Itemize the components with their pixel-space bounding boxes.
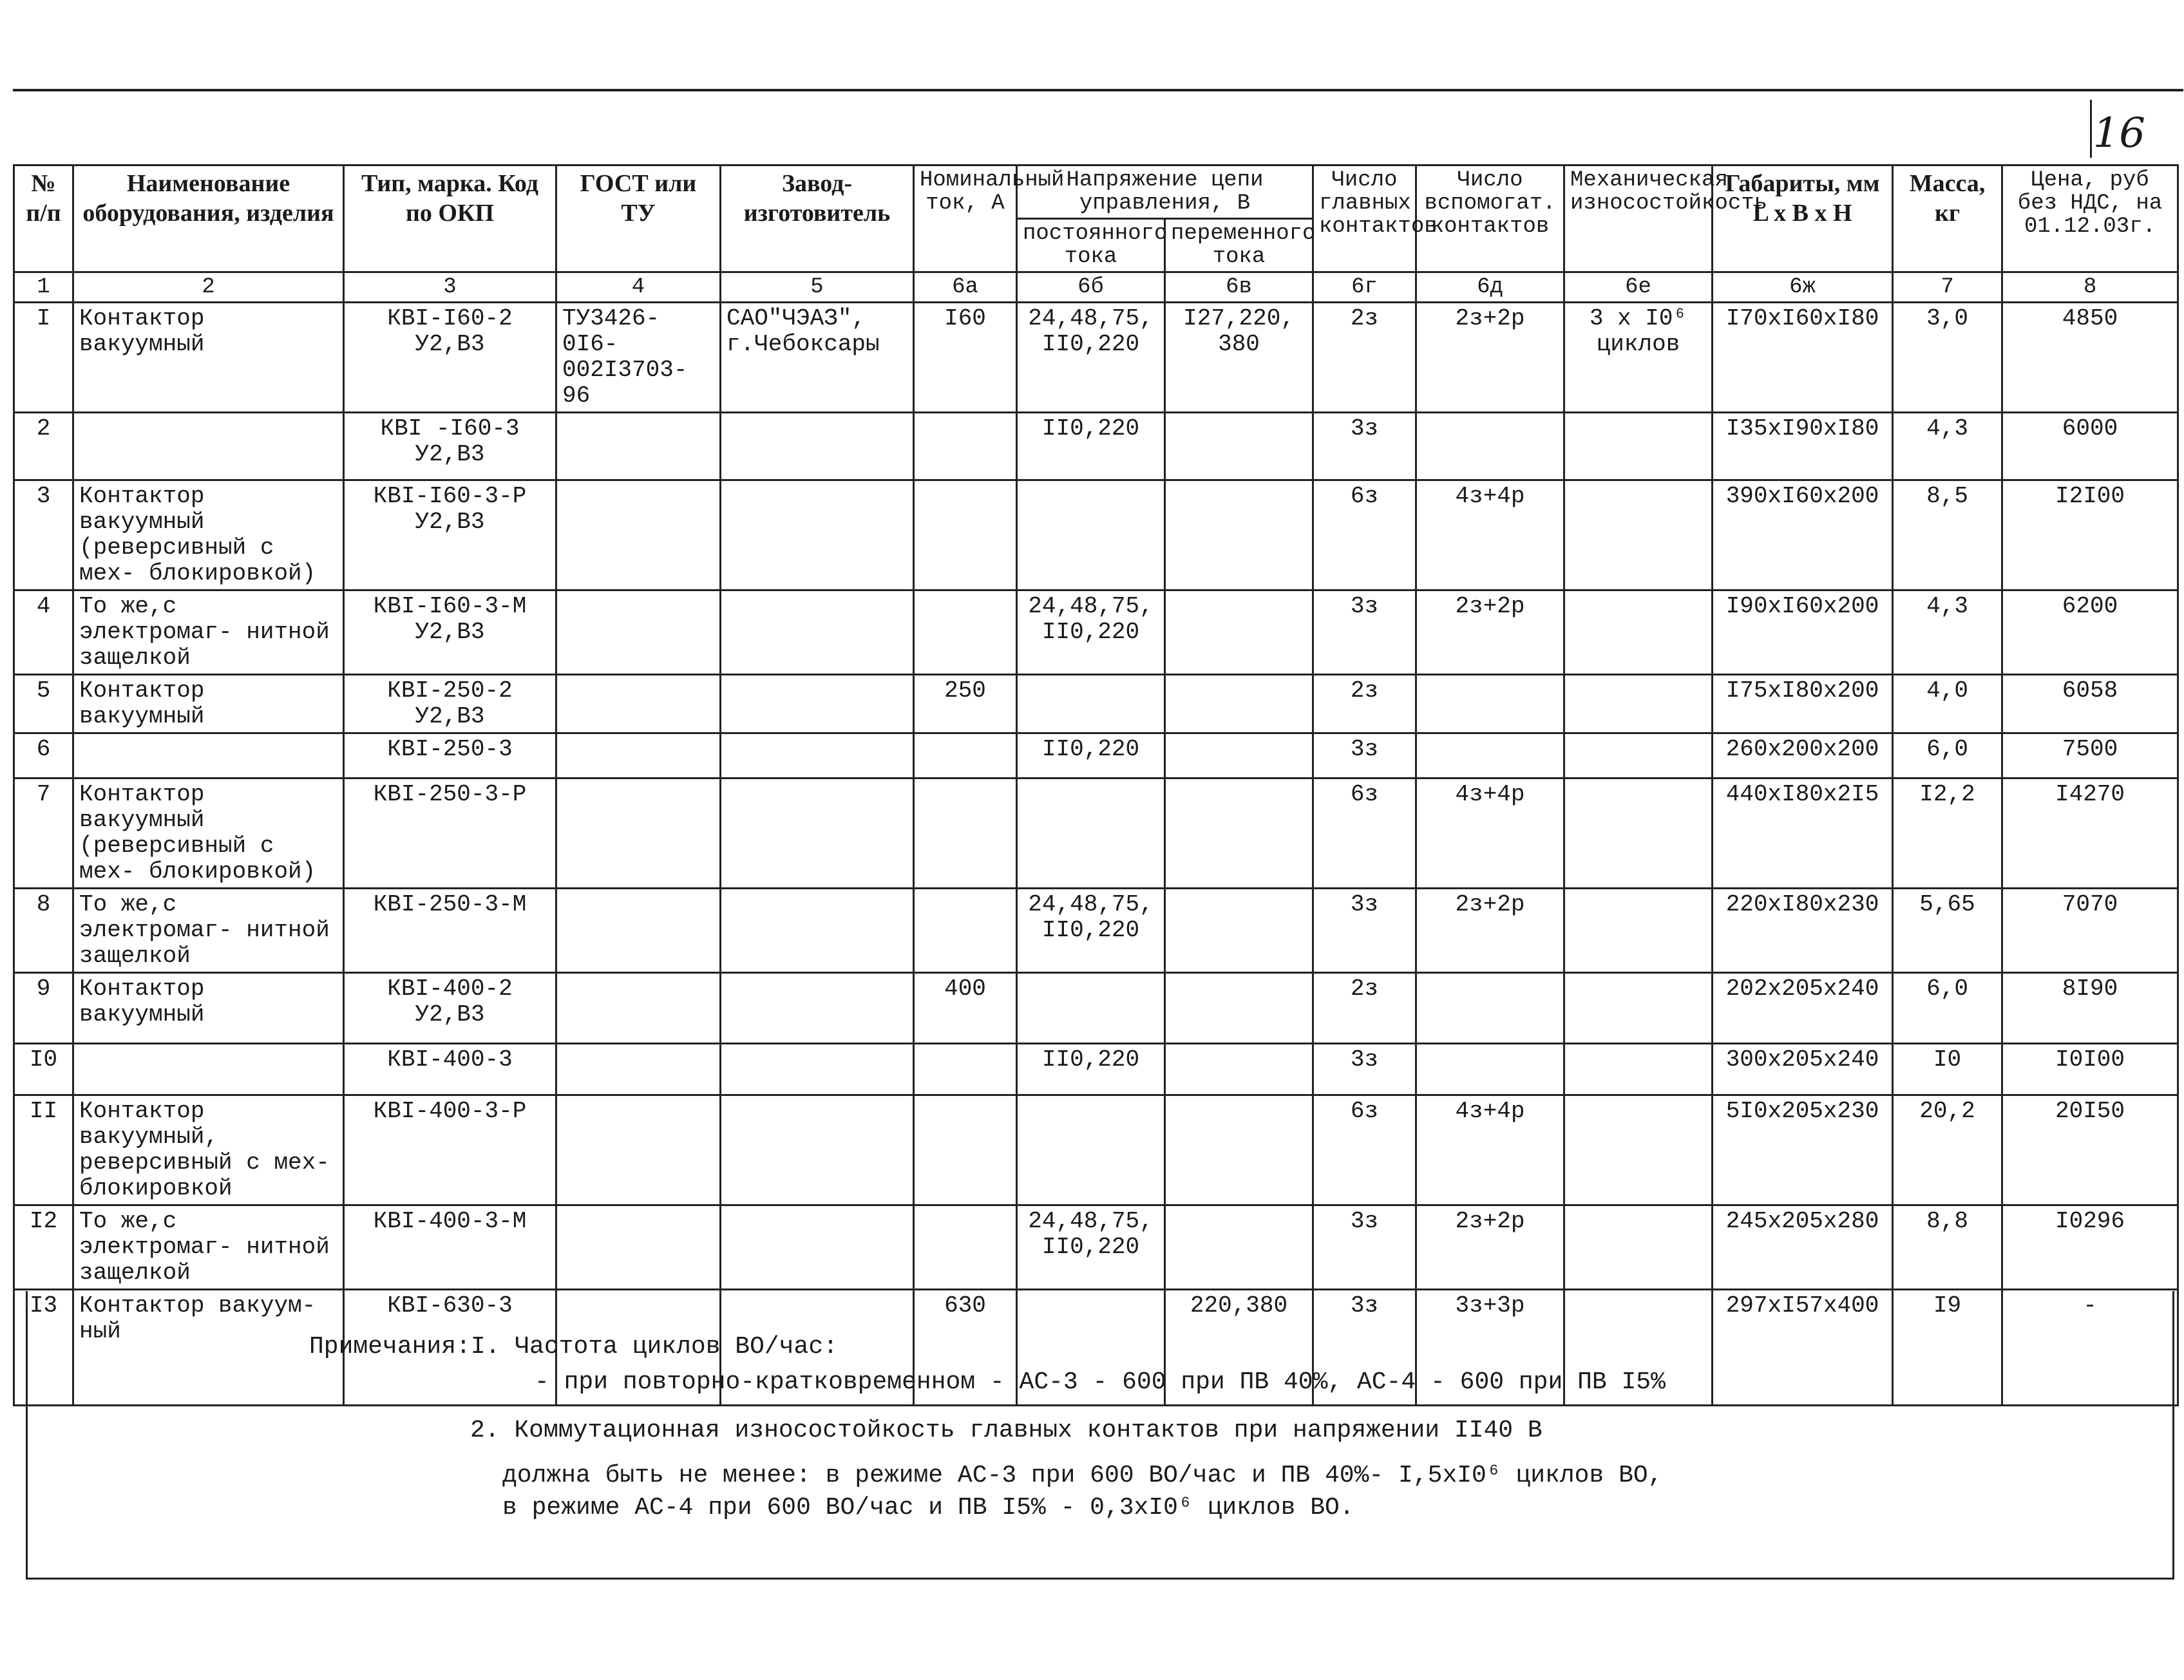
note-line: - при повторно-кратковременном - АС-3 - 600 при ПВ 40%, АС-4 - 600 при ПВ I5%	[535, 1368, 1666, 1396]
cell-main: 3з	[1313, 1290, 1416, 1406]
cell-mass: 4,0	[1893, 675, 2002, 733]
cell-mass: 20,2	[1893, 1095, 2002, 1205]
cell-gost: ТУ3426-0I6-002I3703-96	[556, 303, 721, 413]
table-row	[14, 675, 2178, 733]
col-number: 1	[14, 272, 73, 303]
table-row	[14, 733, 2178, 779]
cell-price: 6058	[2002, 675, 2178, 733]
note-line: Примечания:I. Частота циклов ВО/час:	[309, 1333, 838, 1361]
header-voltage: Напряжение цепи управления, В	[1017, 165, 1313, 219]
table-row	[14, 303, 2178, 413]
cell-current	[914, 779, 1017, 889]
cell-main: 6з	[1313, 779, 1416, 889]
cell-dims: I35xI90xI80	[1713, 413, 1893, 480]
cell-gost	[556, 889, 721, 973]
cell-mass: I2,2	[1893, 779, 2002, 889]
cell-mass: 6,0	[1893, 733, 2002, 779]
cell-current	[914, 1095, 1017, 1205]
table-row	[14, 413, 2178, 480]
cell-aux: 4з+4р	[1416, 1095, 1564, 1205]
cell-mech	[1564, 889, 1713, 973]
cell-ac	[1165, 1205, 1313, 1290]
cell-maker	[721, 1205, 914, 1290]
table-row	[14, 973, 2178, 1044]
cell-dc	[1017, 675, 1165, 733]
table-row	[14, 1205, 2178, 1290]
page-number-divider	[2090, 100, 2092, 158]
cell-current: 400	[914, 973, 1017, 1044]
cell-n: 6	[14, 733, 73, 779]
cell-aux	[1416, 675, 1564, 733]
cell-mass: 5,65	[1893, 889, 2002, 973]
cell-price: 7500	[2002, 733, 2178, 779]
cell-main: 2з	[1313, 303, 1416, 413]
cell-current	[914, 480, 1017, 590]
cell-dims: 202x205x240	[1713, 973, 1893, 1044]
cell-name: То же,с электромаг- нитной защелкой	[73, 590, 344, 675]
cell-ac	[1165, 413, 1313, 480]
header-maker: Завод-изготовитель	[721, 165, 914, 272]
cell-price: I2I00	[2002, 480, 2178, 590]
header-aux-contacts: Число вспомогат. контактов	[1416, 165, 1564, 272]
cell-n: 3	[14, 480, 73, 590]
cell-main: 2з	[1313, 675, 1416, 733]
col-number: 6ж	[1713, 272, 1893, 303]
cell-main: 3з	[1313, 590, 1416, 675]
col-number: 8	[2002, 272, 2178, 303]
cell-price: I0296	[2002, 1205, 2178, 1290]
cell-current: 250	[914, 675, 1017, 733]
header-gost: ГОСТ или ТУ	[556, 165, 721, 272]
cell-maker	[721, 973, 914, 1044]
cell-n: I0	[14, 1044, 73, 1095]
col-number: 6г	[1313, 272, 1416, 303]
cell-ac	[1165, 779, 1313, 889]
cell-name: То же,с электромаг- нитной защелкой	[73, 1205, 344, 1290]
col-number: 6е	[1564, 272, 1713, 303]
cell-type: КВI-I60-3-М У2,В3	[344, 590, 556, 675]
cell-name: Контактор вакуумный (реверсивный с мех- блокировкой)	[73, 480, 344, 590]
cell-maker	[721, 889, 914, 973]
cell-mass: I0	[1893, 1044, 2002, 1095]
note-line: 2. Коммутационная износостойкость главных контактов при напряжении II40 В	[470, 1417, 1543, 1444]
cell-ac	[1165, 973, 1313, 1044]
header-type: Тип, марка. Код по ОКП	[344, 165, 556, 272]
cell-mass: 4,3	[1893, 413, 2002, 480]
cell-n: 7	[14, 779, 73, 889]
cell-main: 2з	[1313, 973, 1416, 1044]
cell-main: 3з	[1313, 1044, 1416, 1095]
header-voltage-dc: постоянного тока	[1017, 219, 1165, 272]
cell-main: 3з	[1313, 733, 1416, 779]
col-number: 5	[721, 272, 914, 303]
cell-type: КВI-250-2 У2,В3	[344, 675, 556, 733]
cell-mass: 8,5	[1893, 480, 2002, 590]
cell-gost	[556, 1044, 721, 1095]
cell-mech	[1564, 1044, 1713, 1095]
cell-mech	[1564, 779, 1713, 889]
cell-mass: 4,3	[1893, 590, 2002, 675]
cell-dims: 390xI60x200	[1713, 480, 1893, 590]
table-row	[14, 480, 2178, 590]
cell-aux: 4з+4р	[1416, 779, 1564, 889]
cell-dc: 24,48,75, II0,220	[1017, 889, 1165, 973]
cell-maker	[721, 480, 914, 590]
cell-mass: 3,0	[1893, 303, 2002, 413]
cell-maker	[721, 675, 914, 733]
cell-aux: 3з+3р	[1416, 1290, 1564, 1406]
cell-n: II	[14, 1095, 73, 1205]
cell-mass: 8,8	[1893, 1205, 2002, 1290]
cell-aux: 2з+2р	[1416, 889, 1564, 973]
cell-ac	[1165, 675, 1313, 733]
cell-dc: 24,48,75, II0,220	[1017, 303, 1165, 413]
cell-dims: 260x200x200	[1713, 733, 1893, 779]
table-row	[14, 590, 2178, 675]
col-number: 6б	[1017, 272, 1165, 303]
cell-type: КВI-250-3-М	[344, 889, 556, 973]
cell-name: Контактор вакуумный	[73, 675, 344, 733]
note-line: должна быть не менее: в режиме АС-3 при 600 ВО/час и ПВ 40%- I,5xI0⁶ циклов ВО,	[502, 1462, 1663, 1489]
col-number: 6а	[914, 272, 1017, 303]
table-row	[14, 779, 2178, 889]
cell-mech	[1564, 973, 1713, 1044]
cell-dc: II0,220	[1017, 413, 1165, 480]
cell-n: 4	[14, 590, 73, 675]
cell-aux: 2з+2р	[1416, 1205, 1564, 1290]
cell-dc: 24,48,75, II0,220	[1017, 1205, 1165, 1290]
cell-n: I2	[14, 1205, 73, 1290]
cell-aux: 2з+2р	[1416, 590, 1564, 675]
cell-type: КВI-250-3	[344, 733, 556, 779]
cell-aux: 2з+2р	[1416, 303, 1564, 413]
col-number: 2	[73, 272, 344, 303]
cell-gost	[556, 1205, 721, 1290]
cell-name: Контактор вакуумный	[73, 973, 344, 1044]
cell-gost	[556, 779, 721, 889]
cell-mech: 3 x I0⁶ циклов	[1564, 303, 1713, 413]
cell-gost	[556, 480, 721, 590]
notes	[26, 1294, 2177, 1571]
cell-dims: 245x205x280	[1713, 1205, 1893, 1290]
cell-n: 9	[14, 973, 73, 1044]
cell-dims: 300x205x240	[1713, 1044, 1893, 1095]
cell-dc: II0,220	[1017, 733, 1165, 779]
cell-ac	[1165, 1044, 1313, 1095]
cell-maker	[721, 1044, 914, 1095]
cell-ac: 220,380	[1165, 1290, 1313, 1406]
cell-dc	[1017, 1095, 1165, 1205]
cell-price: 8I90	[2002, 973, 2178, 1044]
cell-current	[914, 1205, 1017, 1290]
col-number: 3	[344, 272, 556, 303]
cell-price: I4270	[2002, 779, 2178, 889]
header-mass: Масса, кг	[1893, 165, 2002, 272]
cell-gost	[556, 675, 721, 733]
header-voltage-ac: переменного тока	[1165, 219, 1313, 272]
cell-current	[914, 733, 1017, 779]
cell-dc	[1017, 973, 1165, 1044]
cell-ac	[1165, 590, 1313, 675]
cell-main: 3з	[1313, 1205, 1416, 1290]
cell-current	[914, 1044, 1017, 1095]
header-main-contacts: Число главных контактов	[1313, 165, 1416, 272]
col-number: 6д	[1416, 272, 1564, 303]
cell-dc: 24,48,75, II0,220	[1017, 590, 1165, 675]
cell-aux	[1416, 1044, 1564, 1095]
top-rule	[13, 89, 2183, 91]
cell-price: 6200	[2002, 590, 2178, 675]
cell-ac	[1165, 480, 1313, 590]
cell-mass: 6,0	[1893, 973, 2002, 1044]
cell-type: КВI-250-3-Р	[344, 779, 556, 889]
cell-name	[73, 733, 344, 779]
col-number: 4	[556, 272, 721, 303]
cell-type: КВI-630-3	[344, 1290, 556, 1406]
cell-type: КВI-I60-2 У2,В3	[344, 303, 556, 413]
cell-price: 4850	[2002, 303, 2178, 413]
cell-dims: 220xI80x230	[1713, 889, 1893, 973]
cell-price: 7070	[2002, 889, 2178, 973]
cell-gost	[556, 590, 721, 675]
cell-maker	[721, 590, 914, 675]
cell-aux	[1416, 973, 1564, 1044]
col-number: 7	[1893, 272, 2002, 303]
cell-price: 6000	[2002, 413, 2178, 480]
cell-price: -	[2002, 1290, 2178, 1406]
cell-type: КВI-I60-3-Р У2,В3	[344, 480, 556, 590]
cell-ac	[1165, 1095, 1313, 1205]
cell-name: Контактор вакуумный	[73, 303, 344, 413]
cell-current	[914, 590, 1017, 675]
cell-n: I	[14, 303, 73, 413]
cell-current	[914, 889, 1017, 973]
cell-dc	[1017, 779, 1165, 889]
table-row	[14, 1044, 2178, 1095]
cell-type: КВI-400-2 У2,В3	[344, 973, 556, 1044]
cell-type: КВI-400-3-Р	[344, 1095, 556, 1205]
cell-dc: II0,220	[1017, 1044, 1165, 1095]
header-no: № п/п	[14, 165, 73, 272]
cell-main: 3з	[1313, 889, 1416, 973]
cell-mass: I9	[1893, 1290, 2002, 1406]
cell-gost	[556, 733, 721, 779]
header-mech: Механическая износостойкость	[1564, 165, 1713, 272]
cell-price: 20I50	[2002, 1095, 2178, 1205]
contactor-spec-table	[13, 164, 2179, 1406]
cell-gost	[556, 973, 721, 1044]
cell-current	[914, 413, 1017, 480]
cell-ac	[1165, 733, 1313, 779]
cell-maker	[721, 779, 914, 889]
cell-mech	[1564, 1095, 1713, 1205]
table-row	[14, 889, 2178, 973]
cell-aux: 4з+4р	[1416, 480, 1564, 590]
cell-n: 2	[14, 413, 73, 480]
cell-name: Контактор вакуумный, реверсивный с мех- блокировкой	[73, 1095, 344, 1205]
cell-name: То же,с электромаг- нитной защелкой	[73, 889, 344, 973]
cell-mech	[1564, 733, 1713, 779]
cell-aux	[1416, 413, 1564, 480]
cell-main: 6з	[1313, 1095, 1416, 1205]
page-number: 16	[2093, 109, 2145, 157]
col-number: 6в	[1165, 272, 1313, 303]
cell-n: 5	[14, 675, 73, 733]
cell-maker	[721, 413, 914, 480]
cell-mech	[1564, 590, 1713, 675]
cell-ac: I27,220, 380	[1165, 303, 1313, 413]
cell-maker	[721, 1095, 914, 1205]
cell-main: 3з	[1313, 413, 1416, 480]
note-line: в режиме АС-4 при 600 ВО/час и ПВ I5% - 0,3xI0⁶ циклов ВО.	[502, 1494, 1354, 1522]
table-row	[14, 1095, 2178, 1205]
cell-n: I3	[14, 1290, 73, 1406]
cell-n: 8	[14, 889, 73, 973]
cell-dc	[1017, 480, 1165, 590]
cell-gost	[556, 1095, 721, 1205]
cell-price: I0I00	[2002, 1044, 2178, 1095]
cell-name	[73, 413, 344, 480]
cell-type: КВI-400-3-М	[344, 1205, 556, 1290]
cell-mech	[1564, 1205, 1713, 1290]
cell-main: 6з	[1313, 480, 1416, 590]
cell-name: Контактор вакуумный (реверсивный с мех- блокировкой)	[73, 779, 344, 889]
cell-dims: I70xI60xI80	[1713, 303, 1893, 413]
cell-name: Контактор вакуум- ный	[73, 1290, 344, 1406]
cell-ac	[1165, 889, 1313, 973]
header-dims: Габариты, мм L x B x H	[1713, 165, 1893, 272]
header-name: Наименование оборудования, изделия	[73, 165, 344, 272]
cell-mech	[1564, 480, 1713, 590]
cell-dims: 440xI80x2I5	[1713, 779, 1893, 889]
header-price: Цена, руб без НДС, на 01.12.03г.	[2002, 165, 2178, 272]
header-current: Номинальный ток, А	[914, 165, 1017, 272]
cell-dims: 297xI57x400	[1713, 1290, 1893, 1406]
cell-type: КВI -I60-3 У2,В3	[344, 413, 556, 480]
cell-name	[73, 1044, 344, 1095]
cell-current: I60	[914, 303, 1017, 413]
cell-dims: 5I0x205x230	[1713, 1095, 1893, 1205]
cell-type: КВI-400-3	[344, 1044, 556, 1095]
cell-mech	[1564, 413, 1713, 480]
cell-gost	[556, 413, 721, 480]
cell-maker: САО"ЧЭАЗ", г.Чебоксары	[721, 303, 914, 413]
cell-mech	[1564, 675, 1713, 733]
cell-aux	[1416, 733, 1564, 779]
cell-dims: I75xI80x200	[1713, 675, 1893, 733]
cell-maker	[721, 733, 914, 779]
cell-current: 630	[914, 1290, 1017, 1406]
cell-dims: I90xI60x200	[1713, 590, 1893, 675]
